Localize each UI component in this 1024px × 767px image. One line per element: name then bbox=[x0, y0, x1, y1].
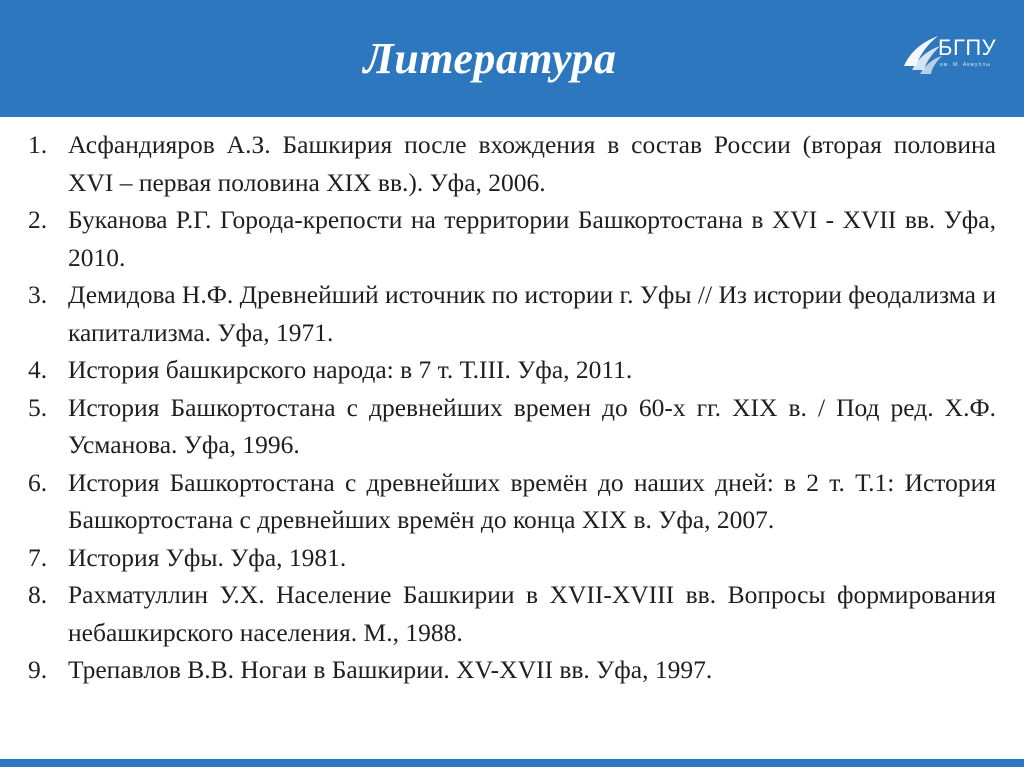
reference-item bbox=[28, 576, 996, 651]
reference-text: История Уфы. Уфа, 1981. bbox=[68, 542, 347, 572]
reference-text: История башкирского народа: в 7 т. Т.III. Уфа, 2011. bbox=[68, 355, 633, 384]
reference-text: Буканова Р.Г. Города-крепости на территории Башкортостана в XVI - XVII вв. Уфа, 2010. bbox=[68, 205, 996, 272]
reference-number: 3. bbox=[28, 280, 48, 309]
reference-number: 2. bbox=[28, 205, 48, 234]
slide-footer-bar bbox=[0, 759, 1024, 767]
reference-text: Трепавлов В.В. Ногаи в Башкирии. XV-XVII вв. Уфа, 1997. bbox=[68, 655, 713, 684]
reference-item bbox=[28, 539, 996, 577]
reference-text: Рахматуллин У.Х. Население Башкирии в XVII-XVIII вв. Вопросы формирования небашкирского населения. М., 1988. bbox=[68, 580, 996, 647]
reference-list bbox=[28, 126, 996, 689]
reference-item bbox=[28, 276, 996, 351]
reference-number: 5. bbox=[28, 392, 48, 422]
reference-item bbox=[28, 351, 996, 389]
reference-number: 6. bbox=[28, 467, 48, 497]
reference-text: История Башкортостана с древнейших времён до наших дней: в 2 т. Т.1: История Башкортостана с древнейших времён до конца XIX в. Уфа, 2007. bbox=[68, 467, 996, 534]
reference-number: 4. bbox=[28, 355, 48, 384]
reference-number: 7. bbox=[28, 542, 48, 572]
slide-title: Литература bbox=[363, 34, 617, 83]
reference-item bbox=[28, 651, 996, 689]
logo-text: БГПУ bbox=[938, 35, 997, 60]
reference-number: 8. bbox=[28, 580, 48, 609]
logo-subtitle: им. М. Акмуллы bbox=[940, 62, 991, 68]
reference-item bbox=[28, 389, 996, 464]
reference-text: Демидова Н.Ф. Древнейший источник по истории г. Уфы // Из истории феодализма и капитализма. Уфа, 1971. bbox=[68, 280, 997, 347]
slide-header bbox=[0, 0, 1024, 117]
reference-text: История Башкортостана с древнейших времен до 60-х гг. XIX в. / Под ред. Х.Ф. Усманова. Уфа, 1996. bbox=[68, 392, 996, 459]
reference-item bbox=[28, 126, 996, 201]
reference-item bbox=[28, 201, 996, 276]
reference-number: 1. bbox=[28, 130, 48, 159]
reference-text: Асфандияров А.З. Башкирия после вхождения в состав России (вторая половина XVI – первая половина XIX вв.). Уфа, 2006. bbox=[68, 130, 996, 197]
reference-number: 9. bbox=[28, 655, 48, 684]
reference-item bbox=[28, 464, 996, 539]
